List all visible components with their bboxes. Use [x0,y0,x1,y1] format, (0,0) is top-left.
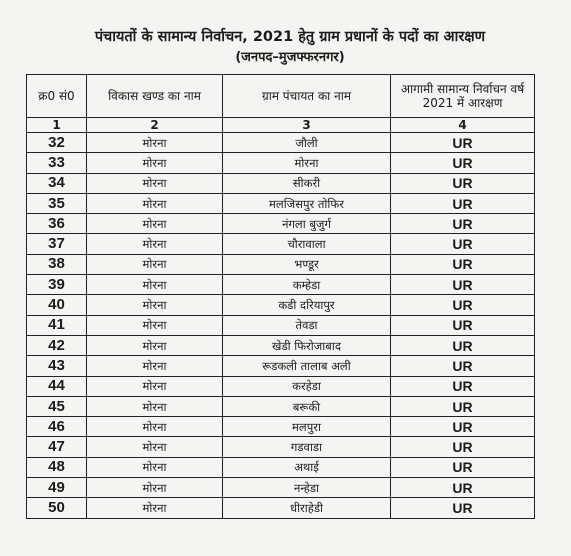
serial-number-cell: 49 [27,478,87,498]
panchayat-name-cell: भण्डूर [223,254,391,274]
reservation-cell: UR [391,214,535,234]
serial-number-cell: 40 [27,295,87,315]
table-row [27,437,535,457]
column-number: 4 [391,118,535,133]
table-row [27,234,535,254]
reservation-table [26,74,535,519]
block-name-cell: मोरना [87,133,223,153]
table-row [27,193,535,213]
serial-number-cell: 43 [27,356,87,376]
reservation-cell: UR [391,498,535,518]
header-row [27,75,535,118]
table-body [27,133,535,519]
header-block-name: विकास खण्ड का नाम [87,75,223,118]
block-name-cell: मोरना [87,417,223,437]
reservation-cell: UR [391,335,535,355]
reservation-cell: UR [391,234,535,254]
panchayat-name-cell: अथाई [223,457,391,477]
serial-number-cell: 47 [27,437,87,457]
block-name-cell: मोरना [87,173,223,193]
serial-number-cell: 50 [27,498,87,518]
panchayat-name-cell: नन्हेडा [223,478,391,498]
reservation-cell: UR [391,457,535,477]
panchayat-name-cell: रूडकली तालाब अली [223,356,391,376]
column-number-row [27,118,535,133]
reservation-cell: UR [391,417,535,437]
panchayat-name-cell: गडवाडा [223,437,391,457]
serial-number-cell: 38 [27,254,87,274]
serial-number-cell: 41 [27,315,87,335]
block-name-cell: मोरना [87,478,223,498]
panchayat-name-cell: मोरना [223,153,391,173]
reservation-cell: UR [391,376,535,396]
reservation-cell: UR [391,396,535,416]
panchayat-name-cell: बरूकी [223,396,391,416]
table-row [27,376,535,396]
table-row [27,356,535,376]
block-name-cell: मोरना [87,356,223,376]
serial-number-cell: 45 [27,396,87,416]
block-name-cell: मोरना [87,335,223,355]
serial-number-cell: 46 [27,417,87,437]
reservation-cell: UR [391,478,535,498]
table-row [27,275,535,295]
block-name-cell: मोरना [87,193,223,213]
table-row [27,153,535,173]
block-name-cell: मोरना [87,295,223,315]
block-name-cell: मोरना [87,254,223,274]
header-panchayat-name: ग्राम पंचायत का नाम [223,75,391,118]
serial-number-cell: 33 [27,153,87,173]
panchayat-name-cell: मलजिसपुर तोफिर [223,193,391,213]
panchayat-name-cell: कम्हेडा [223,275,391,295]
block-name-cell: मोरना [87,234,223,254]
column-number: 3 [223,118,391,133]
table-row [27,457,535,477]
block-name-cell: मोरना [87,437,223,457]
serial-number-cell: 44 [27,376,87,396]
panchayat-name-cell: खेडी फिरोजाबाद [223,335,391,355]
panchayat-name-cell: कडी दरियापुर [223,295,391,315]
reservation-cell: UR [391,254,535,274]
reservation-cell: UR [391,153,535,173]
table-row [27,396,535,416]
reservation-cell: UR [391,133,535,153]
block-name-cell: मोरना [87,498,223,518]
table-row [27,478,535,498]
panchayat-name-cell: धीराहेडी [223,498,391,518]
table-row [27,254,535,274]
column-number: 2 [87,118,223,133]
document-title: पंचायतों के सामान्य निर्वाचन, 2021 हेतु ग्राम प्रधानों के पदों का आरक्षण [94,29,486,45]
serial-number-cell: 35 [27,193,87,213]
block-name-cell: मोरना [87,275,223,295]
panchayat-name-cell: तेवडा [223,315,391,335]
panchayat-name-cell: जौली [223,133,391,153]
serial-number-cell: 39 [27,275,87,295]
document-subtitle: (जनपद–मुजफ्फरनगर) [235,50,345,65]
block-name-cell: मोरना [87,214,223,234]
block-name-cell: मोरना [87,153,223,173]
column-number: 1 [27,118,87,133]
table-row [27,173,535,193]
reservation-cell: UR [391,275,535,295]
table-row [27,295,535,315]
reservation-cell: UR [391,315,535,335]
serial-number-cell: 37 [27,234,87,254]
reservation-cell: UR [391,295,535,315]
serial-number-cell: 42 [27,335,87,355]
reservation-cell: UR [391,173,535,193]
serial-number-cell: 48 [27,457,87,477]
panchayat-name-cell: नंगला बुजुर्ग [223,214,391,234]
serial-number-cell: 34 [27,173,87,193]
header-serial-number: क्र0 सं0 [27,75,87,118]
serial-number-cell: 36 [27,214,87,234]
table-row [27,417,535,437]
panchayat-name-cell: सीकरी [223,173,391,193]
panchayat-name-cell: करहेडा [223,376,391,396]
table-row [27,335,535,355]
panchayat-name-cell: मलपुरा [223,417,391,437]
table-row [27,133,535,153]
reservation-cell: UR [391,193,535,213]
table-row [27,315,535,335]
block-name-cell: मोरना [87,396,223,416]
reservation-cell: UR [391,356,535,376]
block-name-cell: मोरना [87,376,223,396]
block-name-cell: मोरना [87,315,223,335]
header-reservation: आगामी सामान्य निर्वाचन वर्ष 2021 में आरक्षण [391,75,535,118]
panchayat-name-cell: चौरावाला [223,234,391,254]
table-row [27,498,535,518]
table-row [27,214,535,234]
reservation-cell: UR [391,437,535,457]
block-name-cell: मोरना [87,457,223,477]
serial-number-cell: 32 [27,133,87,153]
